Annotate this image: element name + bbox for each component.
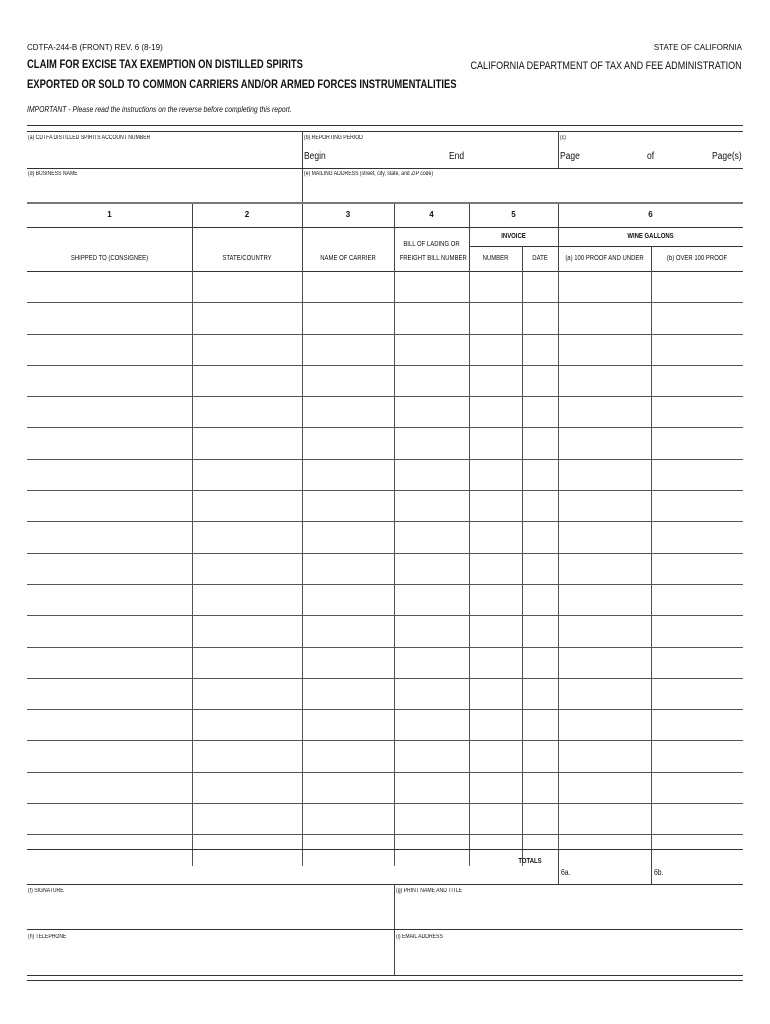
rule [27,929,743,930]
table-cell-divider [522,616,523,646]
table-cell-divider [302,366,303,396]
rule [469,246,558,247]
table-row[interactable] [27,303,743,334]
reporting-period-label: (b) REPORTING PERIOD [304,135,363,141]
rule [27,202,743,204]
table-cell-divider [192,648,193,678]
table-cell-divider [192,773,193,803]
table-cell-divider [302,491,303,521]
table-cell-divider [469,491,470,521]
table-cell-divider [651,428,652,458]
table-cell-divider [302,773,303,803]
table-cell-divider [192,491,193,521]
table-cell-divider [394,303,395,333]
table-cell-divider [558,804,559,834]
table-cell-divider [394,585,395,615]
table-cell-divider [558,366,559,396]
table-cell-divider [469,710,470,740]
rule [27,131,743,132]
table-cell-divider [394,679,395,709]
table-cell-divider [522,741,523,771]
table-cell-divider [558,303,559,333]
header-bill-line2: FREIGHT BILL NUMBER [399,255,467,262]
header-carrier: NAME OF CARRIER [320,255,376,262]
table-cell-divider [192,366,193,396]
table-cell-divider [192,835,193,865]
page-label[interactable]: Page [560,151,580,162]
table-cell-divider [651,616,652,646]
table-cell-divider [651,272,652,302]
table-row[interactable] [27,554,743,585]
total-6b-field[interactable]: 6b. [654,868,664,877]
table-cell-divider [469,366,470,396]
table-cell-divider [192,679,193,709]
table-cell-divider [302,428,303,458]
table-cell-divider [469,616,470,646]
table-cell-divider [302,679,303,709]
table-cell-divider [394,710,395,740]
column-number-5: 5 [511,210,516,219]
table-cell-divider [302,585,303,615]
form-title-line2: EXPORTED OR SOLD TO COMMON CARRIERS AND/OR ARMED FORCES INSTRUMENTALITIES [27,79,457,91]
table-cell-divider [558,585,559,615]
rule [27,227,743,228]
table-cell-divider [394,428,395,458]
claim-rows [27,272,743,866]
header-shipped-to: SHIPPED TO (CONSIGNEE) [70,255,149,262]
column-number-2: 2 [244,210,250,219]
table-cell-divider [651,710,652,740]
column-number-3: 3 [345,210,351,219]
table-cell-divider [651,522,652,552]
table-cell-divider [651,741,652,771]
table-row[interactable] [27,835,743,865]
pages-label[interactable]: Page(s) [712,151,742,162]
table-cell-divider [302,303,303,333]
table-cell-divider [469,522,470,552]
table-cell-divider [522,491,523,521]
table-cell-divider [394,554,395,584]
page-field-label: (c) [560,135,566,141]
table-cell-divider [651,585,652,615]
table-cell-divider [394,366,395,396]
header-invoice-date: DATE [532,255,548,262]
table-cell-divider [558,522,559,552]
table-row[interactable] [27,335,743,366]
table-row[interactable] [27,428,743,459]
table-cell-divider [469,585,470,615]
table-cell-divider [522,710,523,740]
divider [302,131,303,202]
table-cell-divider [192,397,193,427]
telephone-field[interactable]: (h) TELEPHONE [28,934,67,940]
table-cell-divider [522,272,523,302]
email-field[interactable]: (i) EMAIL ADDRESS [396,934,443,940]
rule [27,975,743,976]
table-cell-divider [558,335,559,365]
table-cell-divider [651,773,652,803]
table-cell-divider [192,303,193,333]
table-cell-divider [469,272,470,302]
table-cell-divider [469,554,470,584]
header-bill-line1: BILL OF LADING OR [403,241,460,248]
state-label: STATE OF CALIFORNIA [653,43,742,52]
table-cell-divider [522,804,523,834]
table-cell-divider [302,554,303,584]
table-cell-divider [394,773,395,803]
table-cell-divider [192,522,193,552]
header-invoice-number: NUMBER [482,255,509,262]
table-row[interactable] [27,522,743,553]
important-note: IMPORTANT - Please read the instructions on the reverse before completing this report. [27,105,292,114]
account-number-label: (a) CDTFA DISTILLED SPIRITS ACCOUNT NUMBER [28,135,151,141]
table-row[interactable] [27,648,743,679]
table-cell-divider [469,679,470,709]
table-cell-divider [394,397,395,427]
total-6a-field[interactable]: 6a. [561,868,571,877]
table-cell-divider [302,522,303,552]
table-cell-divider [469,397,470,427]
header-state-country: STATE/COUNTRY [222,255,272,262]
table-cell-divider [192,460,193,490]
signature-field[interactable]: (f) SIGNATURE [28,888,64,894]
column-number-6: 6 [648,210,653,219]
table-cell-divider [558,679,559,709]
table-cell-divider [651,679,652,709]
table-cell-divider [522,554,523,584]
table-cell-divider [394,522,395,552]
table-cell-divider [192,272,193,302]
table-cell-divider [469,428,470,458]
table-cell-divider [394,648,395,678]
rule [27,168,743,169]
table-cell-divider [469,835,470,865]
table-cell-divider [558,491,559,521]
table-cell-divider [651,335,652,365]
table-cell-divider [522,303,523,333]
table-cell-divider [302,616,303,646]
table-cell-divider [469,648,470,678]
table-cell-divider [302,804,303,834]
totals-label: TOTALS [518,858,542,865]
table-row[interactable] [27,585,743,616]
table-cell-divider [302,335,303,365]
table-cell-divider [394,741,395,771]
table-cell-divider [651,648,652,678]
period-end-label[interactable]: End [449,151,465,162]
table-cell-divider [522,366,523,396]
table-cell-divider [558,272,559,302]
table-row[interactable] [27,460,743,491]
period-begin-label[interactable]: Begin [304,151,326,162]
form-title-line1: CLAIM FOR EXCISE TAX EXEMPTION ON DISTILLED SPIRITS [27,59,303,71]
table-cell-divider [651,804,652,834]
table-cell-divider [394,491,395,521]
table-cell-divider [302,648,303,678]
table-cell-divider [558,648,559,678]
table-cell-divider [394,804,395,834]
table-cell-divider [522,428,523,458]
table-cell-divider [192,741,193,771]
rule [27,125,743,126]
print-name-field[interactable]: (g) PRINT NAME AND TITLE [396,888,463,894]
header-proof-under: (a) 100 PROOF AND UNDER [565,255,644,262]
table-row[interactable] [27,804,743,835]
table-row[interactable] [27,773,743,804]
divider [651,849,652,884]
table-cell-divider [469,335,470,365]
table-cell-divider [558,616,559,646]
table-cell-divider [522,397,523,427]
table-cell-divider [302,741,303,771]
table-row[interactable] [27,397,743,428]
table-cell-divider [302,460,303,490]
divider [651,246,652,272]
table-cell-divider [302,710,303,740]
table-row[interactable] [27,679,743,710]
table-cell-divider [522,522,523,552]
table-cell-divider [651,554,652,584]
table-row[interactable] [27,741,743,772]
table-cell-divider [394,835,395,865]
table-cell-divider [394,616,395,646]
table-row[interactable] [27,491,743,522]
column-number-4: 4 [429,210,434,219]
table-cell-divider [192,585,193,615]
table-cell-divider [394,460,395,490]
of-label: of [647,151,655,162]
table-cell-divider [651,460,652,490]
table-cell-divider [192,710,193,740]
table-cell-divider [192,804,193,834]
table-cell-divider [522,648,523,678]
table-cell-divider [192,616,193,646]
table-cell-divider [192,554,193,584]
table-cell-divider [394,335,395,365]
divider [558,131,559,168]
rule [27,849,743,850]
table-cell-divider [651,491,652,521]
table-cell-divider [394,272,395,302]
table-cell-divider [558,773,559,803]
table-cell-divider [522,335,523,365]
table-cell-divider [651,397,652,427]
column-number-1: 1 [107,210,112,219]
table-cell-divider [558,554,559,584]
table-row[interactable] [27,272,743,303]
table-cell-divider [302,397,303,427]
table-cell-divider [469,773,470,803]
table-cell-divider [469,804,470,834]
department-name: CALIFORNIA DEPARTMENT OF TAX AND FEE ADMINISTRATION [470,60,742,72]
form-number: CDTFA-244-B (FRONT) REV. 6 (8-19) [27,43,163,52]
table-row[interactable] [27,616,743,647]
table-cell-divider [651,366,652,396]
header-invoice: INVOICE [501,233,526,240]
table-cell-divider [522,460,523,490]
table-cell-divider [469,460,470,490]
table-cell-divider [558,741,559,771]
table-cell-divider [558,397,559,427]
table-cell-divider [469,741,470,771]
table-cell-divider [558,428,559,458]
table-cell-divider [192,428,193,458]
table-cell-divider [522,585,523,615]
rule [27,884,743,885]
table-cell-divider [302,835,303,865]
table-cell-divider [558,460,559,490]
table-row[interactable] [27,710,743,741]
mailing-address-label: (e) MAILING ADDRESS (street, city, state, and ZIP code) [304,171,434,177]
table-cell-divider [651,303,652,333]
header-proof-over: (b) OVER 100 PROOF [666,255,728,262]
table-cell-divider [522,773,523,803]
table-cell-divider [558,710,559,740]
divider [558,849,559,884]
table-cell-divider [192,335,193,365]
table-row[interactable] [27,366,743,397]
table-cell-divider [302,272,303,302]
rule [27,980,743,981]
table-cell-divider [469,303,470,333]
divider [522,246,523,272]
business-name-label: (d) BUSINESS NAME [28,171,78,177]
header-wine-gallons: WINE GALLONS [627,233,674,240]
table-cell-divider [522,679,523,709]
